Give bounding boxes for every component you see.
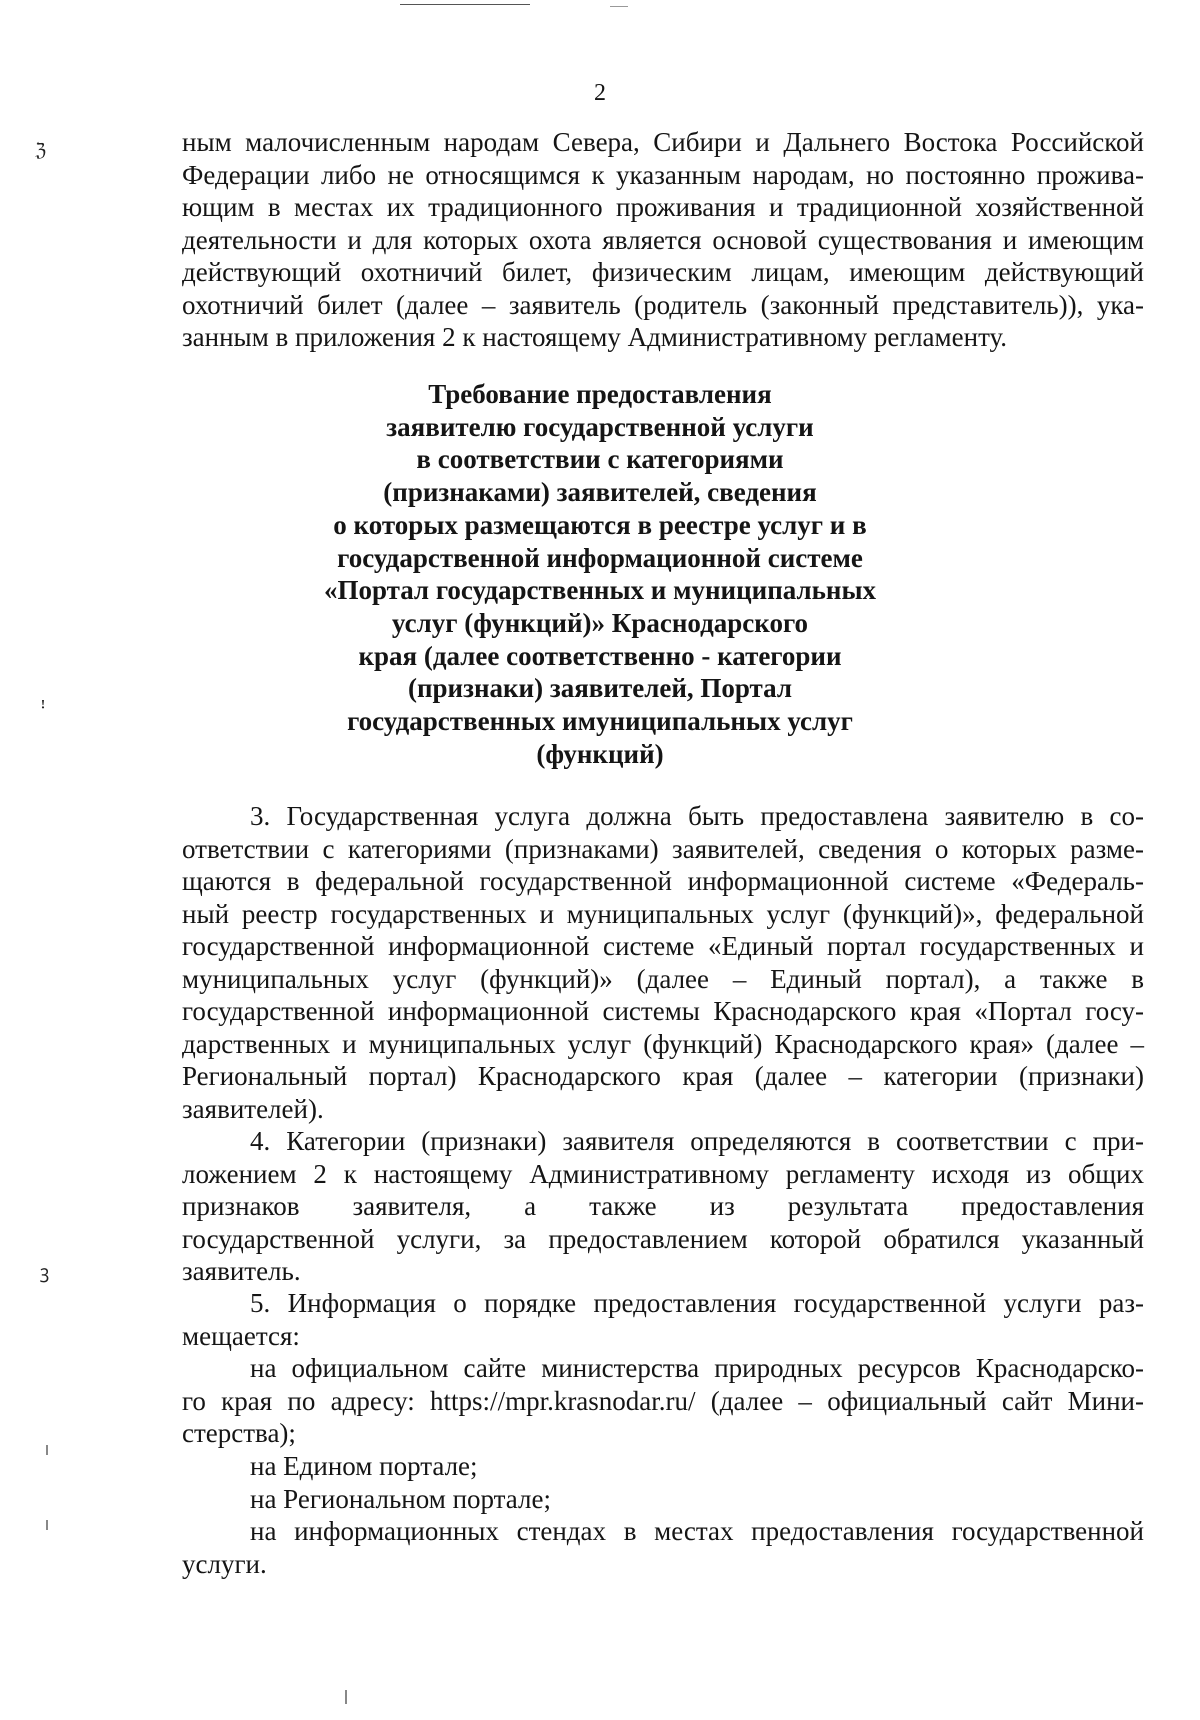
text-line: занным в приложения 2 к настоящему Административному регламенту. [182, 322, 1008, 352]
text-line: охотничий билет (далее – заявитель (родитель (законный представитель)), ука- [182, 289, 1144, 320]
section-heading [0, 378, 1200, 770]
heading-line: услуг (функций)» Краснодарского [391, 607, 809, 638]
list-item: на Региональном портале; [250, 1483, 551, 1514]
text-line: го края по адресу: https://mpr.krasnodar.ru/ (далее – официальный сайт Мини- [182, 1385, 1144, 1416]
text-line: 3. Государственная услуга должна быть предоставлена заявителю в со- [250, 801, 1144, 831]
text-line: на информационных стендах в местах предоставления государственной [250, 1516, 1144, 1546]
margin-mark: ꝫ [40, 1262, 50, 1282]
scan-artifact [46, 1445, 48, 1455]
portal-list [182, 1450, 1144, 1515]
official-site-paragraph [182, 1352, 1144, 1450]
intro-paragraph [182, 126, 1144, 354]
text-line: 5. Информация о порядке предоставления государственной услуги раз- [250, 1288, 1144, 1318]
heading-line: государственных имуниципальных услуг [347, 706, 853, 737]
text-line: заявителей). [182, 1093, 324, 1124]
text-line: муниципальных услуг (функций)» (далее – Единый портал), а также в [182, 963, 1144, 994]
margin-mark: ꜝ [40, 700, 46, 720]
text-line: услуги. [182, 1548, 267, 1579]
text-line: государственной услуги, за предоставлением которой обратился указанный [182, 1223, 1144, 1254]
text-line: деятельности и для которых охота является основой существования и имеющим [182, 224, 1144, 255]
text-line: на официальном сайте министерства природных ресурсов Краснодарско- [250, 1353, 1144, 1383]
margin-mark: ℨ [35, 140, 47, 160]
text-line: 4. Категории (признаки) заявителя определяются в соответствии с при- [250, 1126, 1144, 1156]
list-item: на Едином портале; [250, 1451, 478, 1481]
item-4-paragraph [182, 1125, 1144, 1288]
heading-line: государственной информационной системе [337, 542, 863, 573]
top-scan-mark [610, 6, 628, 7]
heading-line: о которых размещаются в реестре услуг и в [333, 509, 867, 540]
text-line: ющим в местах их традиционного проживания и традиционной хозяйственной [182, 192, 1144, 222]
heading-line: Требование предоставления [428, 379, 772, 409]
text-line: стерства); [182, 1418, 296, 1448]
text-line: Федерации либо не относящимся к указанным народам, но постоянно прожива- [182, 159, 1144, 190]
page-number: 2 [594, 80, 606, 106]
text-line: мещается: [182, 1320, 300, 1351]
item-5-paragraph [182, 1287, 1144, 1352]
text-line: ный реестр государственных и муниципальных услуг (функций)», федеральной [182, 898, 1144, 929]
heading-line: (функций) [536, 738, 664, 769]
text-line: заявитель. [182, 1256, 301, 1286]
scan-artifact [345, 1690, 347, 1704]
heading-line: заявителю государственной услуги [386, 411, 814, 442]
text-line: ответствии с категориями (признаками) заявителей, сведения о которых разме- [182, 833, 1144, 864]
text-line: государственной информационной системы Краснодарского края «Портал госу- [182, 996, 1144, 1026]
text-line: щаются в федеральной государственной информационной системе «Федераль- [182, 866, 1144, 896]
top-scan-rule [400, 4, 530, 5]
heading-line: (признаками) заявителей, сведения [383, 477, 817, 508]
item-3-paragraph [182, 800, 1144, 1125]
text-line: признаков заявителя, а также из результата предоставления [182, 1191, 1144, 1221]
text-line: действующий охотничий билет, физическим лицам, имеющим действующий [182, 257, 1144, 287]
text-line: дарственных и муниципальных услуг (функций) Краснодарского края» (далее – [182, 1028, 1144, 1059]
heading-line: (признаки) заявителей, Портал [407, 673, 793, 704]
heading-line: «Портал государственных и муниципальных [323, 575, 877, 606]
info-stands-paragraph [182, 1515, 1144, 1580]
text-line: ложением 2 к настоящему Административному регламенту исходя из общих [182, 1158, 1144, 1189]
scan-artifact [46, 1520, 48, 1530]
text-line: ным малочисленным народам Севера, Сибири и Дальнего Востока Российской [182, 127, 1144, 157]
heading-line: края (далее соответственно - категории [358, 640, 842, 671]
heading-line: в соответствии с категориями [416, 444, 784, 475]
text-line: государственной информационной системе «Единый портал государственных и [182, 931, 1144, 961]
text-line: Региональный портал) Краснодарского края (далее – категории (признаки) [182, 1061, 1144, 1091]
